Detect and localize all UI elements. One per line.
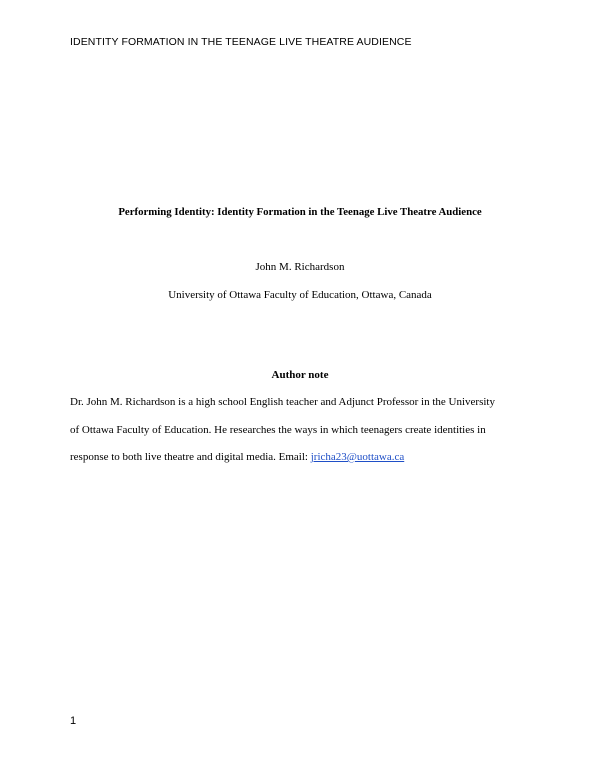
author-note-line-2: of Ottawa Faculty of Education. He researches the ways in which teenagers create identities in <box>70 424 486 436</box>
author-note-line-3-text: response to both live theatre and digital media. Email: <box>70 451 311 463</box>
author-name: John M. Richardson <box>255 261 345 273</box>
running-head: IDENTITY FORMATION IN THE TEENAGE LIVE THEATRE AUDIENCE <box>70 36 412 48</box>
author-affiliation: University of Ottawa Faculty of Education, Ottawa, Canada <box>168 289 432 301</box>
author-note-line-1: Dr. John M. Richardson is a high school English teacher and Adjunct Professor in the University <box>70 396 495 408</box>
author-note-heading: Author note <box>271 369 329 381</box>
author-note-line-3 <box>70 451 404 463</box>
paper-title: Performing Identity: Identity Formation in the Teenage Live Theatre Audience <box>118 206 482 218</box>
email-link[interactable]: jricha23@uottawa.ca <box>310 451 405 463</box>
page-number: 1 <box>70 715 77 727</box>
